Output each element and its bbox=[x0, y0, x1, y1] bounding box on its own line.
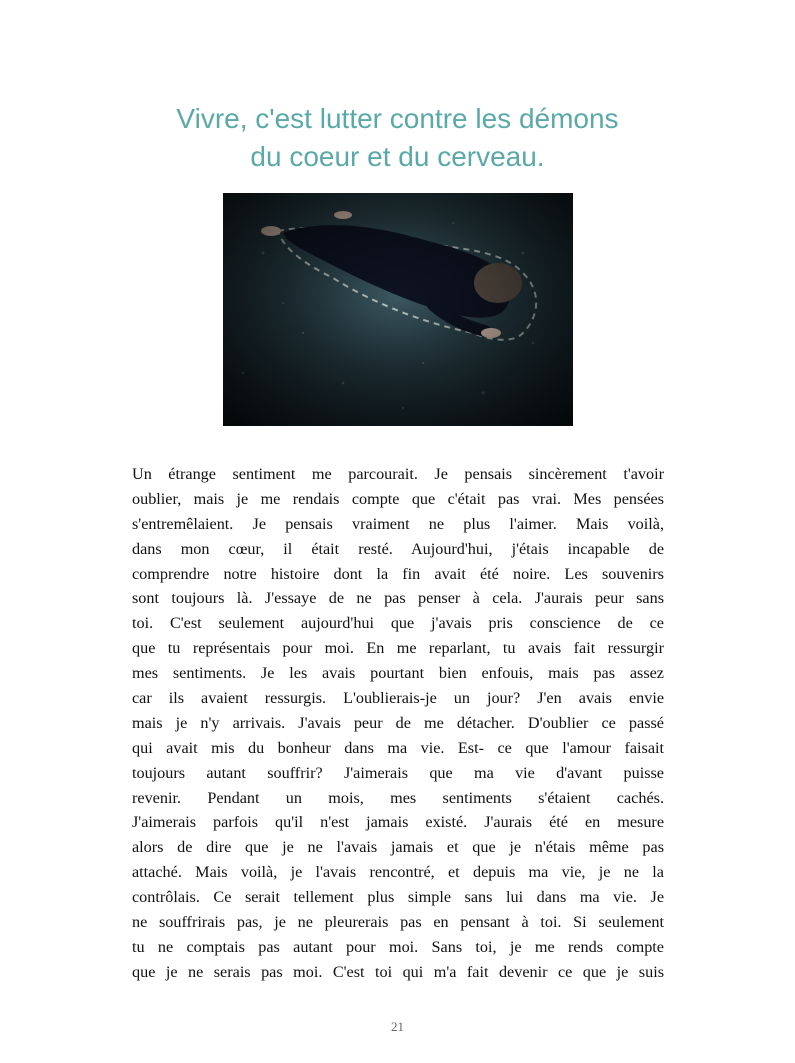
body-line: comprendre notre histoire dont la fin avait été noire. Les souvenirs bbox=[132, 564, 664, 583]
body-paragraph bbox=[132, 462, 664, 985]
body-line: que tu représentais pour moi. En me reparlant, tu avais fait ressurgir bbox=[132, 639, 664, 658]
body-line: J'aimerais parfois qu'il n'est jamais existé. J'aurais été en mesure bbox=[132, 813, 664, 832]
illustration-photo bbox=[223, 193, 573, 426]
body-line: que je ne serais pas moi. C'est toi qui m'a fait devenir ce que je suis bbox=[132, 962, 664, 981]
page-title bbox=[0, 100, 795, 176]
body-line: sont toujours là. J'essaye de ne pas penser à cela. J'aurais peur sans bbox=[132, 589, 664, 608]
body-line: contrôlais. Ce serait tellement plus simple sans lui dans ma vie. Je bbox=[132, 888, 664, 907]
photo-graphic bbox=[223, 193, 573, 426]
body-line: ne souffrirais pas, je ne pleurerais pas en pensant à toi. Si seulement bbox=[132, 913, 664, 932]
body-line: revenir. Pendant un mois, mes sentiments s'étaient cachés. bbox=[132, 788, 664, 807]
body-line: attaché. Mais voilà, je l'avais rencontré, et depuis ma vie, je ne la bbox=[132, 863, 664, 882]
title-line-2: du coeur et du cerveau. bbox=[250, 141, 545, 172]
body-line: qui avait mis du bonheur dans ma vie. Est- ce que l'amour faisait bbox=[132, 738, 664, 757]
body-line: tu ne comptais pas autant pour moi. Sans toi, je me rends compte bbox=[132, 937, 664, 956]
body-line: mes sentiments. Je les avais pourtant bien enfouis, mais pas assez bbox=[132, 664, 664, 683]
body-line: Un étrange sentiment me parcourait. Je pensais sincèrement t'avoir bbox=[132, 465, 664, 483]
body-line: toujours autant souffrir? J'aimerais que ma vie d'avant puisse bbox=[132, 763, 664, 782]
body-line: mais je n'y arrivais. J'avais peur de me détacher. D'oublier ce passé bbox=[132, 713, 664, 732]
body-line: dans mon cœur, il était resté. Aujourd'hui, j'étais incapable de bbox=[132, 539, 664, 558]
body-line: oublier, mais je me rendais compte que c'était pas vrai. Mes pensées bbox=[132, 489, 664, 508]
body-line: toi. C'est seulement aujourd'hui que j'avais pris conscience de ce bbox=[132, 614, 664, 633]
page-number: 21 bbox=[391, 1019, 404, 1034]
body-line: s'entremêlaient. Je pensais vraiment ne plus l'aimer. Mais voilà, bbox=[132, 514, 664, 533]
title-line-1: Vivre, c'est lutter contre les démons bbox=[176, 103, 619, 134]
body-line: car ils avaient ressurgis. L'oublierais-je un jour? J'en avais envie bbox=[132, 689, 664, 708]
body-line: alors de dire que je ne l'avais jamais et que je n'étais même pas bbox=[132, 838, 664, 857]
